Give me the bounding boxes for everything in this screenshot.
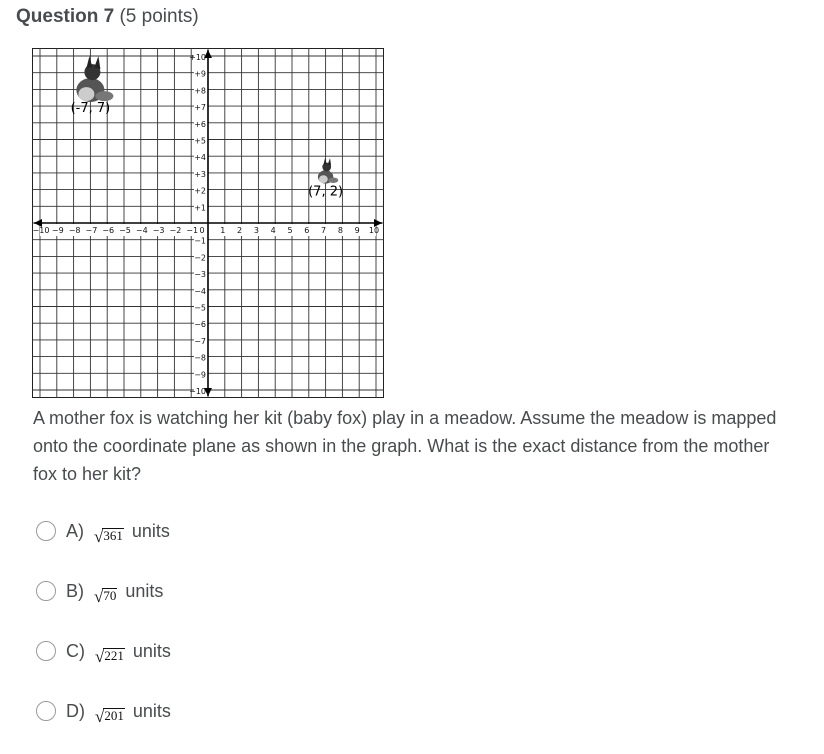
y-tick-label: +1 xyxy=(194,203,206,213)
y-tick-label: +5 xyxy=(194,136,206,146)
y-tick-label: +8 xyxy=(194,86,206,96)
x-tick-label: 6 xyxy=(304,226,310,235)
radicand-a: 361 xyxy=(103,528,123,543)
x-tick-label: −8 xyxy=(68,226,81,235)
radio-a[interactable] xyxy=(36,521,56,541)
x-tick-label: −1 xyxy=(186,226,199,235)
x-tick-label: 2 xyxy=(237,226,243,235)
radicand-b: 70 xyxy=(103,588,117,603)
y-tick-label: −10 xyxy=(189,387,206,396)
units-b: units xyxy=(125,580,164,601)
kit-fox-label: (7, 2) xyxy=(308,184,344,200)
units-c: units xyxy=(132,640,171,661)
radio-c[interactable] xyxy=(36,641,56,661)
choice-letter-b: B) xyxy=(66,580,84,601)
radicand-d: 201 xyxy=(104,708,124,723)
x-tick-label: −9 xyxy=(51,226,64,235)
x-tick-label: 7 xyxy=(321,226,327,235)
x-tick-label: 3 xyxy=(253,226,259,235)
radio-b[interactable] xyxy=(36,581,56,601)
y-tick-label: −4 xyxy=(194,286,206,296)
units-d: units xyxy=(132,700,171,721)
x-tick-label: −4 xyxy=(135,226,148,235)
coordinate-plane-graph xyxy=(32,48,384,398)
choice-d[interactable] xyxy=(36,697,171,725)
choice-letter-c: C) xyxy=(66,640,85,661)
y-tick-label: +10 xyxy=(189,53,206,62)
x-tick-label: −5 xyxy=(119,226,131,235)
x-tick-label: −2 xyxy=(169,226,182,235)
choice-a[interactable] xyxy=(36,517,170,545)
sqrt-symbol-a: √ 361 xyxy=(94,527,123,546)
choice-letter-d: D) xyxy=(66,700,85,721)
question-header xyxy=(16,6,199,28)
y-tick-label: −5 xyxy=(194,303,206,313)
x-tick-label: 8 xyxy=(337,226,343,235)
y-tick-label: +2 xyxy=(194,186,206,196)
x-tick-label: −3 xyxy=(152,226,165,235)
y-tick-label: −1 xyxy=(194,236,206,246)
y-tick-label: −9 xyxy=(194,370,206,380)
x-tick-label: −6 xyxy=(102,226,115,235)
x-tick-label: 9 xyxy=(354,226,360,235)
y-tick-label: −7 xyxy=(194,336,206,346)
radio-d[interactable] xyxy=(36,701,56,721)
y-tick-label: −3 xyxy=(194,270,206,280)
y-tick-label: +9 xyxy=(194,69,206,79)
origin-label: 0 xyxy=(199,226,205,235)
sqrt-symbol-c: √ 221 xyxy=(95,647,124,666)
y-tick-label: −8 xyxy=(194,353,206,363)
y-tick-label: +7 xyxy=(194,103,206,113)
y-tick-label: −2 xyxy=(194,253,206,263)
mother-fox-label: (-7, 7) xyxy=(70,101,111,117)
question-text: A mother fox is watching her kit (baby fox) play in a meadow. Assume the meadow is mapped onto the coordinate plane as shown in the graph. What is the exact distance from the mother fox to her kit? xyxy=(33,408,777,484)
sqrt-symbol-d: √ 201 xyxy=(95,707,124,726)
question-label: Question 7 xyxy=(16,6,115,27)
units-a: units xyxy=(131,520,170,541)
x-tick-label: −10 xyxy=(32,226,50,235)
x-tick-label: 1 xyxy=(220,226,226,235)
question-points: (5 points) xyxy=(119,6,199,27)
choice-letter-a: A) xyxy=(66,520,84,541)
x-tick-label: 10 xyxy=(368,226,380,235)
x-tick-label: −7 xyxy=(85,226,98,235)
choice-b[interactable] xyxy=(36,577,163,605)
y-tick-label: +3 xyxy=(194,169,206,179)
x-tick-label: 5 xyxy=(287,226,293,235)
y-tick-label: +6 xyxy=(194,119,206,129)
y-tick-label: +4 xyxy=(194,153,206,163)
x-tick-label: 4 xyxy=(270,226,276,235)
choice-c[interactable] xyxy=(36,637,171,665)
y-tick-label: −6 xyxy=(194,320,206,330)
sqrt-symbol-b: √ 70 xyxy=(94,587,117,606)
radicand-c: 221 xyxy=(104,648,124,663)
